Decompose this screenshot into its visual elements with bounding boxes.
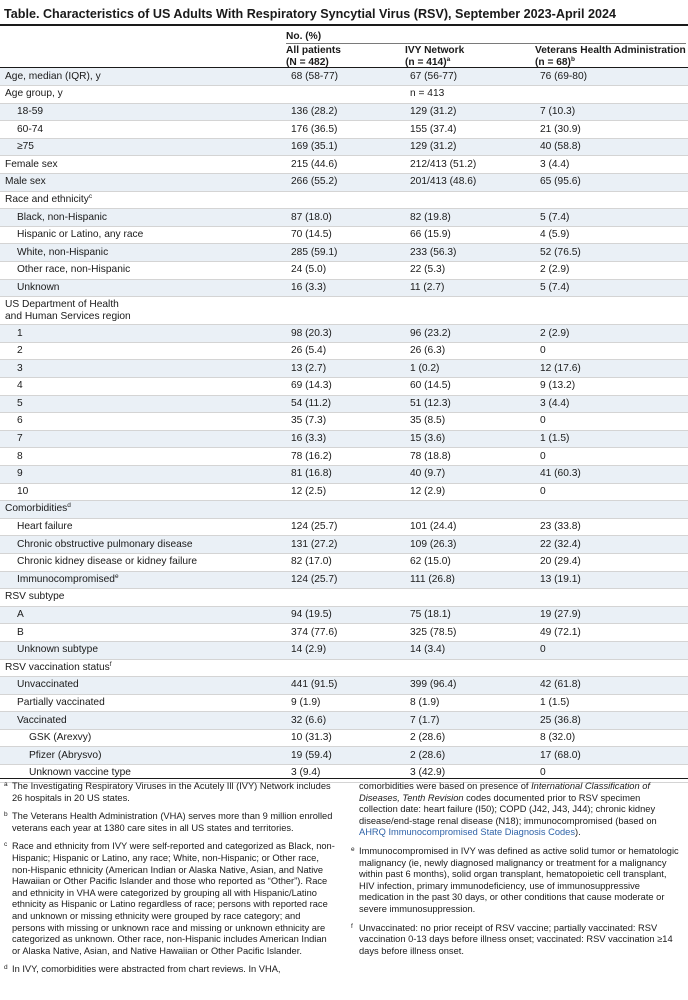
cell-ivy-network: 15 (3.6) bbox=[410, 430, 540, 448]
row-label bbox=[0, 103, 291, 121]
col-header-line1: Veterans Health Administration bbox=[535, 45, 686, 56]
row-label bbox=[0, 589, 291, 607]
cell-vha bbox=[540, 659, 688, 677]
row-label-text: GSK (Arexvy) bbox=[29, 732, 92, 744]
cell-vha: 8 (32.0) bbox=[540, 729, 688, 747]
row-label bbox=[0, 86, 291, 104]
cell-all-patients: 215 (44.6) bbox=[291, 156, 410, 174]
no-pct-header: No. (%) bbox=[286, 31, 322, 42]
col-header-vha bbox=[535, 45, 686, 68]
cell-all-patients: 136 (28.2) bbox=[291, 103, 410, 121]
col-header-line1: All patients bbox=[286, 45, 341, 56]
row-label bbox=[0, 606, 291, 624]
cell-ivy-network: 325 (78.5) bbox=[410, 624, 540, 642]
footnote-d-cont: comorbidities were based on presence of International Classification of Diseases, Tenth Revision codes documented prior to RSV specimen collection date: heart failure (I50); COPD (J42, J43, J44); chronic kidney disease/end-stage renal disease (N18); immunocompromised (based on AHRQ Immunocompromised State Diagnosis Codes). bbox=[359, 781, 657, 838]
row-label bbox=[0, 659, 291, 677]
row-label bbox=[0, 448, 291, 466]
cell-all-patients: 13 (2.7) bbox=[291, 360, 410, 378]
row-label-text: Immunocompromised bbox=[17, 573, 115, 585]
bottom-rule bbox=[0, 778, 688, 779]
cell-all-patients: 10 (31.3) bbox=[291, 729, 410, 747]
row-label-text-line2: and Human Services region bbox=[5, 310, 131, 322]
cell-all-patients: 285 (59.1) bbox=[291, 244, 410, 262]
cell-ivy-network: 11 (2.7) bbox=[410, 279, 540, 297]
cell-ivy-network: 3 (42.9) bbox=[410, 765, 540, 783]
footnote-c: c Race and ethnicity from IVY were self-reported and categorized as Black, non-Hispanic; Hispanic or Latino, any race; White, non-Hispanic; or Other race, non-Hispanic ethnicity (American Indian or Alaska Native, Asian, and Native Hawaiian or Other Pacific Islander and those who reported as “Other”). Race and ethnicity in VHA were categorized by grouping all with Hispanic/Latino ethnicity as Hispanic or Latino regardless of race; persons with reported race and unknown or missing ethnicity were grouped by race category; and persons with missing or unknown race and missing or unknown ethnicity are categorized as unknown. Other race, non-Hispanic includes American Indian or Alaska Native, Asian, and Native Hawaiian or Other Pacific Islander. bbox=[4, 841, 335, 956]
row-label bbox=[0, 262, 291, 280]
cell-all-patients bbox=[291, 297, 410, 325]
row-label bbox=[0, 641, 291, 659]
footnotes-right-column bbox=[351, 781, 681, 964]
table-row bbox=[0, 279, 688, 297]
cell-ivy-network: 82 (19.8) bbox=[410, 209, 540, 227]
cell-ivy-network: 129 (31.2) bbox=[410, 138, 540, 156]
row-label-text: Comorbidities bbox=[5, 503, 68, 515]
footnote-ref: c bbox=[88, 192, 93, 200]
row-label-text: A bbox=[17, 609, 24, 621]
cell-ivy-network: 155 (37.4) bbox=[410, 121, 540, 139]
cell-vha: 65 (95.6) bbox=[540, 174, 688, 192]
table-row bbox=[0, 360, 688, 378]
row-label-text: 9 bbox=[17, 468, 23, 480]
row-label-text: ≥75 bbox=[17, 141, 34, 153]
table-row bbox=[0, 156, 688, 174]
row-label-text: Hispanic or Latino, any race bbox=[17, 229, 144, 241]
cell-ivy-network: 26 (6.3) bbox=[410, 342, 540, 360]
table-row bbox=[0, 413, 688, 431]
cell-all-patients: 9 (1.9) bbox=[291, 694, 410, 712]
cell-vha: 22 (32.4) bbox=[540, 536, 688, 554]
row-label bbox=[0, 68, 291, 86]
cell-ivy-network: 14 (3.4) bbox=[410, 641, 540, 659]
row-label-text: 2 bbox=[17, 345, 23, 357]
ahrq-codes-link[interactable]: AHRQ Immunocompromised State Diagnosis Codes bbox=[359, 827, 575, 838]
table-row bbox=[0, 694, 688, 712]
cell-vha bbox=[540, 191, 688, 209]
cell-all-patients: 94 (19.5) bbox=[291, 606, 410, 624]
cell-all-patients: 78 (16.2) bbox=[291, 448, 410, 466]
table-row bbox=[0, 226, 688, 244]
cell-ivy-network: 101 (24.4) bbox=[410, 518, 540, 536]
footnote-ref: a bbox=[446, 55, 451, 63]
row-label bbox=[0, 729, 291, 747]
cell-all-patients: 87 (18.0) bbox=[291, 209, 410, 227]
footnote-a: a The Investigating Respiratory Viruses in the Acutely Ill (IVY) Network includes 26 hospitals in 20 US states. bbox=[4, 781, 331, 803]
cell-ivy-network: 8 (1.9) bbox=[410, 694, 540, 712]
row-label-text: Unvaccinated bbox=[17, 679, 79, 691]
footnote-ref: e bbox=[114, 572, 119, 580]
cell-vha: 1 (1.5) bbox=[540, 430, 688, 448]
cell-vha: 76 (69-80) bbox=[540, 68, 688, 86]
row-label bbox=[0, 518, 291, 536]
col-header-line2: (n = 414)$^a$ bbox=[405, 55, 451, 68]
cell-vha: 5 (7.4) bbox=[540, 209, 688, 227]
cell-all-patients: 70 (14.5) bbox=[291, 226, 410, 244]
cell-all-patients: 374 (77.6) bbox=[291, 624, 410, 642]
row-label-text: 18-59 bbox=[17, 105, 44, 117]
cell-vha bbox=[540, 501, 688, 519]
cell-all-patients: 14 (2.9) bbox=[291, 641, 410, 659]
row-label-text: 4 bbox=[17, 380, 23, 392]
table-row bbox=[0, 606, 688, 624]
cell-all-patients: 124 (25.7) bbox=[291, 518, 410, 536]
cell-all-patients: 441 (91.5) bbox=[291, 677, 410, 695]
row-label-text: Age, median (IQR), y bbox=[5, 70, 101, 82]
row-label bbox=[0, 501, 291, 519]
cell-ivy-network: 1 (0.2) bbox=[410, 360, 540, 378]
cell-all-patients bbox=[291, 659, 410, 677]
cell-ivy-network bbox=[410, 297, 540, 325]
cell-vha: 19 (27.9) bbox=[540, 606, 688, 624]
cell-ivy-network: 35 (8.5) bbox=[410, 413, 540, 431]
row-label-text: Race and ethnicity bbox=[5, 193, 89, 205]
cell-vha: 52 (76.5) bbox=[540, 244, 688, 262]
col-header-ivy-network bbox=[405, 45, 464, 68]
cell-ivy-network: 399 (96.4) bbox=[410, 677, 540, 695]
row-label-text: White, non-Hispanic bbox=[17, 246, 109, 258]
col-header-all-patients bbox=[286, 45, 341, 68]
footnote-d-start: d In IVY, comorbidities were abstracted from chart reviews. In VHA, bbox=[4, 964, 281, 975]
cell-ivy-network: 2 (28.6) bbox=[410, 729, 540, 747]
table-row bbox=[0, 342, 688, 360]
col-header-line2: (N = 482) bbox=[286, 56, 329, 68]
cell-all-patients: 16 (3.3) bbox=[291, 430, 410, 448]
row-label-text: RSV vaccination status bbox=[5, 661, 110, 673]
row-label-text: Black, non-Hispanic bbox=[17, 211, 108, 223]
row-label bbox=[0, 483, 291, 501]
cell-vha: 0 bbox=[540, 448, 688, 466]
cell-ivy-network: n = 413 bbox=[410, 86, 540, 104]
footnotes-left-column bbox=[4, 781, 335, 983]
row-label-text: 60-74 bbox=[17, 123, 44, 135]
cell-ivy-network: 129 (31.2) bbox=[410, 103, 540, 121]
footnote-ref: f bbox=[109, 660, 112, 668]
row-label bbox=[0, 712, 291, 730]
row-label bbox=[0, 191, 291, 209]
cell-ivy-network: 7 (1.7) bbox=[410, 712, 540, 730]
row-label bbox=[0, 571, 291, 589]
table-row bbox=[0, 536, 688, 554]
row-label-text: 5 bbox=[17, 397, 23, 409]
cell-vha: 5 (7.4) bbox=[540, 279, 688, 297]
cell-all-patients: 12 (2.5) bbox=[291, 483, 410, 501]
row-label-text: RSV subtype bbox=[5, 591, 65, 603]
cell-all-patients: 19 (59.4) bbox=[291, 747, 410, 765]
table-row bbox=[0, 747, 688, 765]
row-label bbox=[0, 553, 291, 571]
cell-all-patients: 124 (25.7) bbox=[291, 571, 410, 589]
cell-ivy-network: 96 (23.2) bbox=[410, 325, 540, 343]
footnote-e: e Immunocompromised in IVY was defined as active solid tumor or hematologic malignancy (ie, newly diagnosed malignancy or treatment for a malignancy within past 6 months), solid organ transplant, hematopoietic cell transplant, HIV infection, primary immunodeficiency, use of immunosuppressive medication in the past 30 days, or other conditions that cause moderate or severe immunosuppression. bbox=[351, 845, 679, 914]
cell-vha: 12 (17.6) bbox=[540, 360, 688, 378]
row-label-text: 8 bbox=[17, 450, 23, 462]
table-row bbox=[0, 712, 688, 730]
cell-vha: 7 (10.3) bbox=[540, 103, 688, 121]
row-label-text: Age group, y bbox=[5, 88, 63, 100]
cell-all-patients: 176 (36.5) bbox=[291, 121, 410, 139]
row-label bbox=[0, 694, 291, 712]
table-row bbox=[0, 68, 688, 86]
cell-ivy-network: 51 (12.3) bbox=[410, 395, 540, 413]
row-label-text: Unknown vaccine type bbox=[29, 767, 131, 779]
cell-vha: 41 (60.3) bbox=[540, 465, 688, 483]
footnote-b: b The Veterans Health Administration (VHA) serves more than 9 million enrolled veterans each year at 1380 care sites in all US states and territories. bbox=[4, 811, 333, 833]
footnote-f: f Unvaccinated: no prior receipt of RSV vaccine; partially vaccinated: RSV vaccination 0-13 days before illness onset; vaccinated: RSV vaccination ≥14 days before illness onset. bbox=[351, 922, 673, 956]
row-label bbox=[0, 765, 291, 783]
row-label bbox=[0, 342, 291, 360]
row-label-text: Chronic kidney disease or kidney failure bbox=[17, 556, 198, 568]
cell-all-patients: 169 (35.1) bbox=[291, 138, 410, 156]
cell-all-patients bbox=[291, 86, 410, 104]
cell-vha: 3 (4.4) bbox=[540, 156, 688, 174]
table-row bbox=[0, 448, 688, 466]
col-header-line2: (n = 68)$^b$ bbox=[535, 55, 575, 68]
cell-vha: 2 (2.9) bbox=[540, 325, 688, 343]
cell-ivy-network bbox=[410, 659, 540, 677]
cell-ivy-network: 12 (2.9) bbox=[410, 483, 540, 501]
cell-ivy-network bbox=[410, 589, 540, 607]
cell-ivy-network: 109 (26.3) bbox=[410, 536, 540, 554]
cell-vha: 0 bbox=[540, 765, 688, 783]
table-row bbox=[0, 659, 688, 677]
cell-ivy-network: 75 (18.1) bbox=[410, 606, 540, 624]
table-header bbox=[0, 26, 688, 67]
cell-all-patients bbox=[291, 589, 410, 607]
cell-ivy-network: 212/413 (51.2) bbox=[410, 156, 540, 174]
row-label-text: 10 bbox=[17, 485, 29, 497]
table-row bbox=[0, 103, 688, 121]
row-label bbox=[0, 209, 291, 227]
footnote-ref: d bbox=[67, 502, 71, 510]
cell-vha: 25 (36.8) bbox=[540, 712, 688, 730]
header-divider bbox=[286, 43, 686, 44]
cell-ivy-network: 111 (26.8) bbox=[410, 571, 540, 589]
row-label-text: Chronic obstructive pulmonary disease bbox=[17, 538, 193, 550]
cell-ivy-network: 60 (14.5) bbox=[410, 378, 540, 396]
cell-vha bbox=[540, 297, 688, 325]
row-label-text: 3 bbox=[17, 362, 23, 374]
row-label-text: Unknown bbox=[17, 281, 60, 293]
characteristics-table bbox=[0, 68, 688, 783]
cell-vha bbox=[540, 589, 688, 607]
cell-vha: 17 (68.0) bbox=[540, 747, 688, 765]
row-label bbox=[0, 325, 291, 343]
table-row bbox=[0, 86, 688, 104]
cell-ivy-network: 62 (15.0) bbox=[410, 553, 540, 571]
cell-all-patients: 82 (17.0) bbox=[291, 553, 410, 571]
row-label bbox=[0, 378, 291, 396]
cell-vha: 1 (1.5) bbox=[540, 694, 688, 712]
cell-all-patients: 69 (14.3) bbox=[291, 378, 410, 396]
cell-ivy-network: 66 (15.9) bbox=[410, 226, 540, 244]
row-label bbox=[0, 624, 291, 642]
table-row bbox=[0, 501, 688, 519]
row-label-text: 6 bbox=[17, 415, 23, 427]
row-label bbox=[0, 536, 291, 554]
row-label bbox=[0, 360, 291, 378]
cell-ivy-network: 67 (56-77) bbox=[410, 68, 540, 86]
cell-vha: 4 (5.9) bbox=[540, 226, 688, 244]
cell-ivy-network bbox=[410, 501, 540, 519]
cell-vha: 49 (72.1) bbox=[540, 624, 688, 642]
table-row bbox=[0, 262, 688, 280]
table-row bbox=[0, 121, 688, 139]
table-row bbox=[0, 518, 688, 536]
row-label bbox=[0, 430, 291, 448]
cell-all-patients: 81 (16.8) bbox=[291, 465, 410, 483]
row-label bbox=[0, 465, 291, 483]
cell-ivy-network: 78 (18.8) bbox=[410, 448, 540, 466]
table-row bbox=[0, 729, 688, 747]
table-title: Table. Characteristics of US Adults With Respiratory Syncytial Virus (RSV), September 2023-April 2024 bbox=[4, 7, 617, 21]
cell-vha: 23 (33.8) bbox=[540, 518, 688, 536]
row-label-text: Unknown subtype bbox=[17, 644, 98, 656]
table-row bbox=[0, 191, 688, 209]
row-label-text: 1 bbox=[17, 327, 23, 339]
cell-vha: 0 bbox=[540, 413, 688, 431]
table-row bbox=[0, 589, 688, 607]
cell-all-patients bbox=[291, 191, 410, 209]
table-row bbox=[0, 244, 688, 262]
cell-vha: 21 (30.9) bbox=[540, 121, 688, 139]
cell-all-patients: 3 (9.4) bbox=[291, 765, 410, 783]
cell-vha: 2 (2.9) bbox=[540, 262, 688, 280]
cell-ivy-network: 40 (9.7) bbox=[410, 465, 540, 483]
row-label bbox=[0, 121, 291, 139]
cell-all-patients: 16 (3.3) bbox=[291, 279, 410, 297]
cell-vha: 9 (13.2) bbox=[540, 378, 688, 396]
cell-ivy-network: 201/413 (48.6) bbox=[410, 174, 540, 192]
table-row bbox=[0, 395, 688, 413]
row-label bbox=[0, 395, 291, 413]
table-row bbox=[0, 553, 688, 571]
cell-ivy-network bbox=[410, 191, 540, 209]
cell-vha: 0 bbox=[540, 641, 688, 659]
cell-vha: 40 (58.8) bbox=[540, 138, 688, 156]
cell-all-patients: 266 (55.2) bbox=[291, 174, 410, 192]
cell-ivy-network: 2 (28.6) bbox=[410, 747, 540, 765]
cell-all-patients bbox=[291, 501, 410, 519]
cell-ivy-network: 233 (56.3) bbox=[410, 244, 540, 262]
cell-vha bbox=[540, 86, 688, 104]
table-row bbox=[0, 465, 688, 483]
cell-all-patients: 24 (5.0) bbox=[291, 262, 410, 280]
row-label bbox=[0, 244, 291, 262]
table-row bbox=[0, 138, 688, 156]
row-label bbox=[0, 156, 291, 174]
table-row bbox=[0, 571, 688, 589]
row-label-text: B bbox=[17, 626, 24, 638]
row-label-text: Female sex bbox=[5, 158, 58, 170]
table-row bbox=[0, 624, 688, 642]
table-row bbox=[0, 641, 688, 659]
cell-ivy-network: 22 (5.3) bbox=[410, 262, 540, 280]
cell-all-patients: 98 (20.3) bbox=[291, 325, 410, 343]
table-row bbox=[0, 297, 688, 325]
table-row bbox=[0, 325, 688, 343]
cell-all-patients: 35 (7.3) bbox=[291, 413, 410, 431]
row-label bbox=[0, 279, 291, 297]
table-row bbox=[0, 430, 688, 448]
table-row bbox=[0, 677, 688, 695]
row-label-text: US Department of Health bbox=[5, 298, 119, 310]
row-label bbox=[0, 174, 291, 192]
cell-vha: 20 (29.4) bbox=[540, 553, 688, 571]
row-label bbox=[0, 747, 291, 765]
cell-vha: 0 bbox=[540, 483, 688, 501]
row-label bbox=[0, 677, 291, 695]
row-label-text: Vaccinated bbox=[17, 714, 67, 726]
row-label-text: Pfizer (Abrysvo) bbox=[29, 749, 102, 761]
row-label-text: Heart failure bbox=[17, 521, 73, 533]
cell-all-patients: 26 (5.4) bbox=[291, 342, 410, 360]
row-label-text: Partially vaccinated bbox=[17, 696, 105, 708]
row-label bbox=[0, 413, 291, 431]
table-row bbox=[0, 209, 688, 227]
cell-vha: 13 (19.1) bbox=[540, 571, 688, 589]
row-label-text: 7 bbox=[17, 433, 23, 445]
cell-all-patients: 68 (58-77) bbox=[291, 68, 410, 86]
row-label bbox=[0, 138, 291, 156]
cell-all-patients: 131 (27.2) bbox=[291, 536, 410, 554]
footnote-ref: b bbox=[570, 55, 575, 63]
cell-vha: 42 (61.8) bbox=[540, 677, 688, 695]
row-label-text: Other race, non-Hispanic bbox=[17, 264, 131, 276]
cell-vha: 3 (4.4) bbox=[540, 395, 688, 413]
table-row bbox=[0, 378, 688, 396]
table-row bbox=[0, 174, 688, 192]
col-header-line1: IVY Network bbox=[405, 45, 465, 56]
table-row bbox=[0, 483, 688, 501]
row-label-text: Male sex bbox=[5, 176, 46, 188]
cell-all-patients: 54 (11.2) bbox=[291, 395, 410, 413]
table-row bbox=[0, 765, 688, 783]
cell-all-patients: 32 (6.6) bbox=[291, 712, 410, 730]
row-label bbox=[0, 297, 291, 325]
row-label bbox=[0, 226, 291, 244]
cell-vha: 0 bbox=[540, 342, 688, 360]
